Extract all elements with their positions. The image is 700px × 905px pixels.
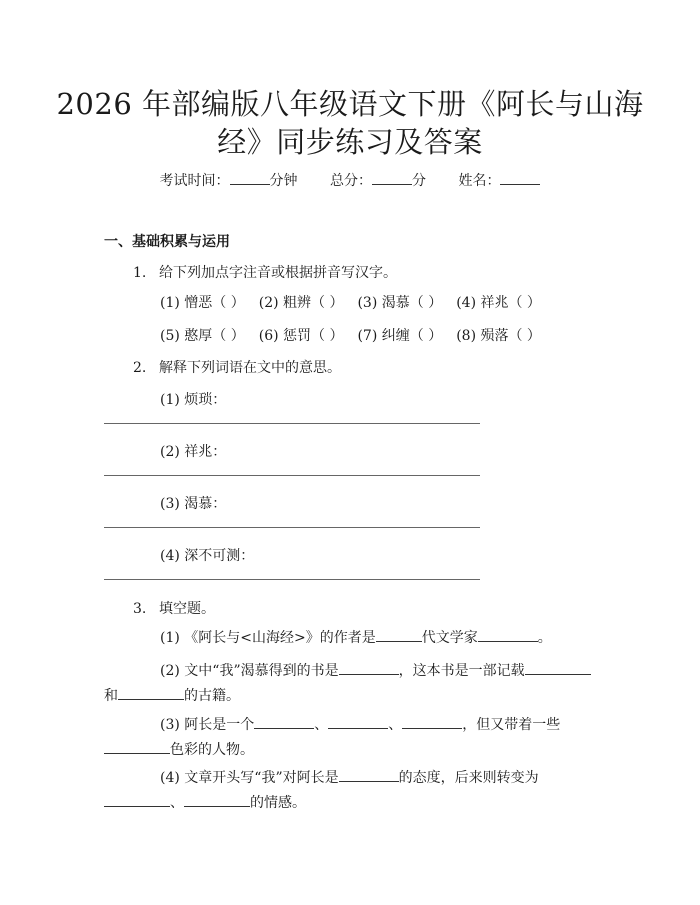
fill-blank[interactable] bbox=[402, 714, 462, 729]
answer-line[interactable] bbox=[104, 527, 480, 528]
q2-item-1: (1) 烦琐： bbox=[160, 392, 227, 408]
q2-item-3: (3) 渴慕： bbox=[160, 496, 227, 512]
exam-score: 总分： 分 bbox=[330, 173, 426, 189]
page-title-line2: 经》同步练习及答案 bbox=[217, 125, 483, 159]
question-3: 3. 填空题。 bbox=[133, 601, 215, 617]
fill-blank[interactable] bbox=[104, 739, 170, 754]
fill-blank[interactable] bbox=[525, 660, 591, 675]
exam-time: 考试时间： 分钟 bbox=[160, 173, 298, 189]
fill-blank[interactable] bbox=[478, 627, 538, 642]
exam-name: 姓名： bbox=[458, 173, 540, 189]
q1-row-1: (1) 憎恶（ ） (2) 粗辨（ ） (3) 渴慕（ ） (4) 祥兆（ ） bbox=[160, 295, 541, 311]
score-blank bbox=[372, 170, 412, 185]
q3-item-4: (4) 文章开头写“我”对阿长是 的态度，后来则转变为、 的情感。 bbox=[104, 766, 594, 816]
fill-blank[interactable] bbox=[254, 714, 314, 729]
question-1: 1. 给下列加点字注音或根据拼音写汉字。 bbox=[133, 265, 397, 281]
q3-item-1: (1) 《阿长与<山海经>》的作者是 代文学家 。 bbox=[104, 626, 594, 651]
exam-meta bbox=[0, 170, 700, 190]
question-2: 2. 解释下列词语在文中的意思。 bbox=[133, 360, 341, 376]
fill-blank[interactable] bbox=[104, 792, 170, 807]
section-heading: 一、基础积累与运用 bbox=[104, 234, 230, 250]
fill-blank[interactable] bbox=[184, 792, 250, 807]
q2-item-4: (4) 深不可测： bbox=[160, 548, 255, 564]
page-title-line1: 2026 年部编版八年级语文下册《阿长与山海 bbox=[56, 87, 644, 121]
answer-line[interactable] bbox=[104, 423, 480, 424]
q1-row-2: (5) 憨厚（ ） (6) 惩罚（ ） (7) 纠缠（ ） (8) 殒落（ ） bbox=[160, 328, 541, 344]
name-blank bbox=[500, 170, 540, 185]
answer-line[interactable] bbox=[104, 475, 480, 476]
fill-blank[interactable] bbox=[339, 767, 399, 782]
q3-item-2: (2) 文中“我”渴慕得到的书是 ，这本书是一部记载和 的古籍。 bbox=[104, 659, 594, 709]
fill-blank[interactable] bbox=[328, 714, 388, 729]
fill-blank[interactable] bbox=[339, 660, 399, 675]
q3-item-3: (3) 阿长是一个 、 、 ，但又带着一些色彩的人物。 bbox=[104, 713, 594, 763]
q2-item-2: (2) 祥兆： bbox=[160, 444, 227, 460]
answer-line[interactable] bbox=[104, 579, 480, 580]
time-blank bbox=[230, 170, 270, 185]
fill-blank[interactable] bbox=[376, 627, 422, 642]
fill-blank[interactable] bbox=[118, 685, 184, 700]
